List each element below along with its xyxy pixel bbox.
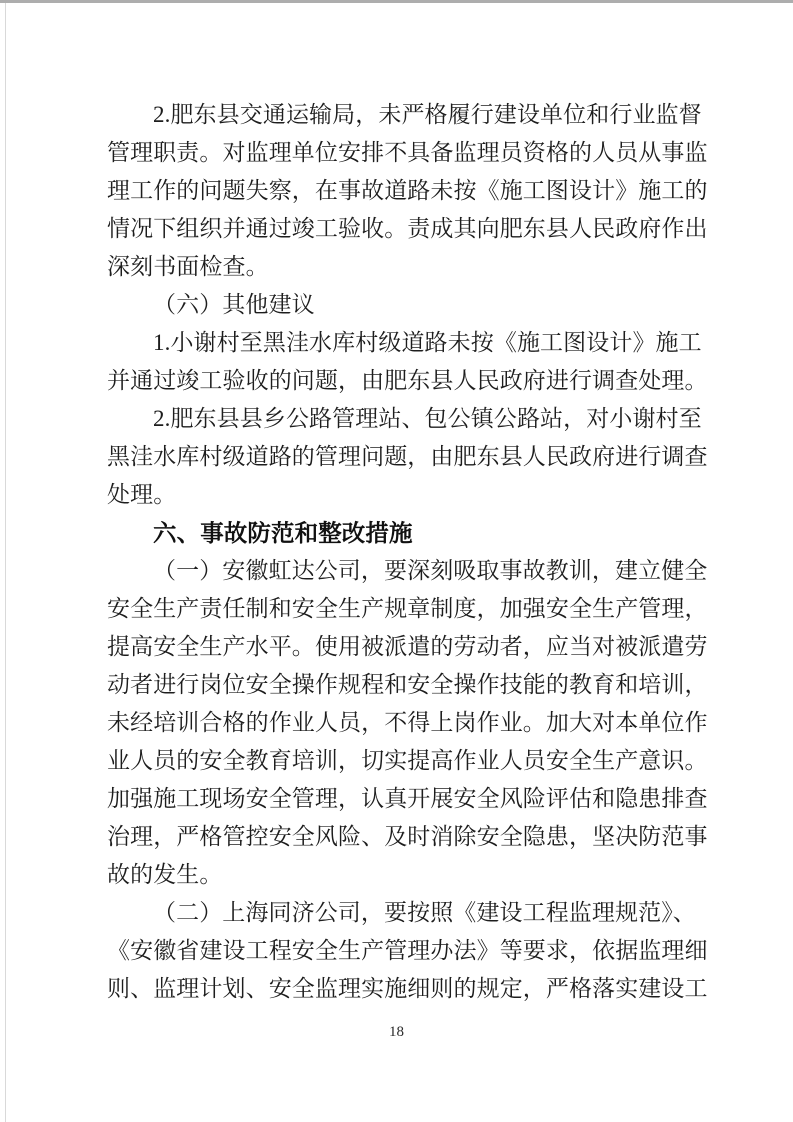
text-line: 处理。: [107, 482, 177, 507]
text-line: 黑洼水库村级道路的管理问题，由肥东县人民政府进行调查: [107, 444, 708, 469]
text-line: 管理职责。对监理单位安排不具备监理员资格的人员从事监: [107, 140, 708, 165]
page-footer: [0, 1022, 793, 1042]
document-body: [107, 96, 708, 1008]
scan-top-edge-line: [0, 0, 793, 3]
text-line: 1.小谢村至黑洼水库村级道路未按《施工图设计》施工: [153, 330, 702, 355]
text-line: 2.肥东县县乡公路管理站、包公镇公路站，对小谢村至: [153, 406, 702, 431]
text-line: 业人员的安全教育培训，切实提高作业人员安全生产意识。: [107, 748, 708, 773]
text-line: 治理，严格管控安全风险、及时消除安全隐患，坚决防范事: [107, 824, 708, 849]
text-line: 深刻书面检查。: [107, 254, 269, 279]
paragraph: [107, 400, 708, 514]
page-number: 18: [389, 1024, 404, 1040]
scan-left-edge-line: [5, 3, 6, 1122]
text-line: 并通过竣工验收的问题，由肥东县人民政府进行调查处理。: [107, 368, 708, 393]
text-line: 理工作的问题失察，在事故道路未按《施工图设计》施工的: [107, 178, 708, 203]
text-line: 安全生产责任制和安全生产规章制度，加强安全生产管理，: [107, 596, 708, 621]
text-line: （一）安徽虹达公司，要深刻吸取事故教训，建立健全: [153, 558, 708, 583]
text-line: 提高安全生产水平。使用被派遣的劳动者，应当对被派遣劳: [107, 634, 708, 659]
sub-heading: [107, 286, 687, 324]
paragraph: [107, 552, 708, 894]
text-line: （六）其他建议: [153, 292, 315, 317]
text-line: 动者进行岗位安全操作规程和安全操作技能的教育和培训，: [107, 672, 708, 697]
paragraph: [107, 96, 708, 286]
text-line: 则、监理计划、安全监理实施细则的规定，严格落实建设工: [107, 976, 708, 1001]
text-line: 2.肥东县交通运输局，未严格履行建设单位和行业监督: [153, 102, 702, 127]
paragraph: [107, 894, 708, 1008]
text-line: 未经培训合格的作业人员，不得上岗作业。加大对本单位作: [107, 710, 708, 735]
text-line: 故的发生。: [107, 862, 223, 887]
section-heading: [107, 514, 687, 552]
text-line: 情况下组织并通过竣工验收。责成其向肥东县人民政府作出: [107, 216, 708, 241]
paragraph: [107, 324, 708, 400]
text-line: （二）上海同济公司，要按照《建设工程监理规范》、: [153, 900, 696, 925]
text-line: 六、事故防范和整改措施: [153, 520, 413, 546]
text-line: 《安徽省建设工程安全生产管理办法》等要求，依据监理细: [107, 938, 708, 963]
text-line: 加强施工现场安全管理，认真开展安全风险评估和隐患排查: [107, 786, 708, 811]
